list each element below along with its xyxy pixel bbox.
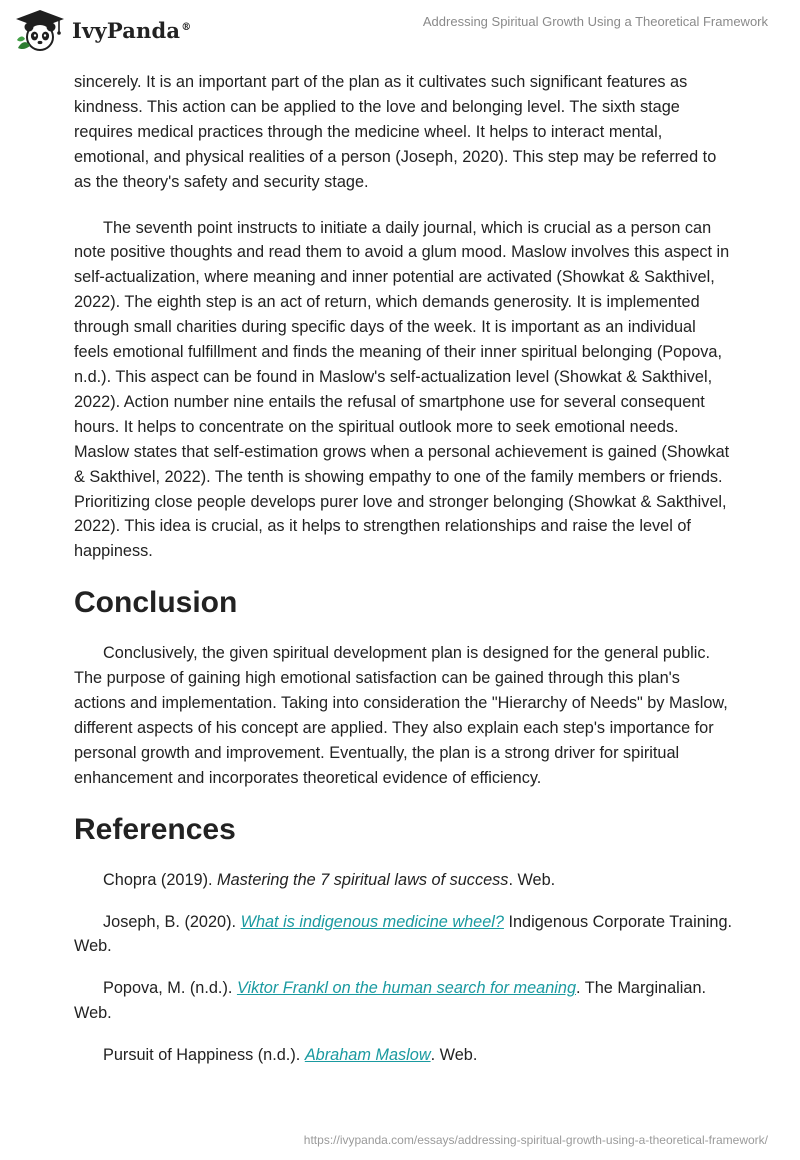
body-paragraph: The seventh point instructs to initiate a daily journal, which is crucial as a person can note positive thoughts and read them to avoid a glum mood. Maslow involves this aspect in self-actualization, where meaning and inner potential are activated (Showkat & Sakthivel, 2022). The eighth step is an act of return, which demands generosity. It is implemented through small charities during specific days of the week. It is important as an individual feels emotional fulfillment and finds the meaning of their inner spiritual belonging (Popova, n.d.). This aspect can be found in Maslow's self-actualization level (Showkat & Sakthivel, 2022). Action number nine entails the refusal of smartphone use for several consequent hours. It helps to concentrate on the spiritual outlook more to seek emotional needs. Maslow states that self-estimation grows when a personal achievement is gained (Showkat & Sakthivel, 2022). The tenth is showing empathy to one of the family members or friends. Prioritizing close people develops purer love and stronger belonging (Showkat & Sakthivel, 2022). This idea is crucial, as it helps to strengthen relationships and raise the level of happiness. [74,218,730,561]
document-title: Addressing Spiritual Growth Using a Theoretical Framework [422,14,768,29]
footer-url[interactable]: https://ivypanda.com/essays/addressing-spiritual-growth-using-a-theoretical-framework/ [303,1133,768,1147]
brand-name: IvyPanda® [72,17,192,43]
reference-item-popova: Popova, M. (n.d.). Viktor Frankl on the human search for meaning. The Marginalian. Web. [74,979,707,1023]
conclusion-paragraph: Conclusively, the given spiritual development plan is designed for the general public. The purpose of gaining high emotional satisfaction can be gained through this plan's actions and implementation. Taking into consideration the "Hierarchy of Needs" by Maslow, different aspects of his concept are applied. They also explain each step's importance for personal growth and improvement. Eventually, the plan is a strong driver for spiritual enhancement and incorporates theoretical evidence of efficiency. [74,644,728,787]
registered-mark: ® [181,21,192,33]
reference-link[interactable]: What is indigenous medicine wheel? [240,912,504,931]
reference-link[interactable]: Viktor Frankl on the human search for meaning [236,979,577,998]
reference-link[interactable]: Abraham Maslow [304,1046,431,1065]
body-paragraph: sincerely. It is an important part of the plan as it cultivates such significant features as kindness. This action can be applied to the love and belonging level. The sixth stage requires medical practices through the medicine wheel. It helps to interact mental, emotional, and physical realities of a person (Joseph, 2020). This step may be referred to as the theory's safety and security stage. [74,73,717,191]
reference-item-chopra: Chopra (2019). Mastering the 7 spiritual laws of success. Web. [103,870,556,889]
references-heading: References [74,812,236,846]
ivypanda-logo[interactable] [14,8,191,52]
reference-item-pursuit: Pursuit of Happiness (n.d.). Abraham Maslow. Web. [103,1046,478,1065]
reference-item-joseph: Joseph, B. (2020). What is indigenous medicine wheel? Indigenous Corporate Training. Web. [74,912,733,956]
reference-title: Mastering the 7 spiritual laws of success [217,870,509,889]
essay-content [74,70,734,1085]
panda-graduate-icon [14,8,66,52]
conclusion-heading: Conclusion [74,586,238,620]
page-header [0,0,800,60]
